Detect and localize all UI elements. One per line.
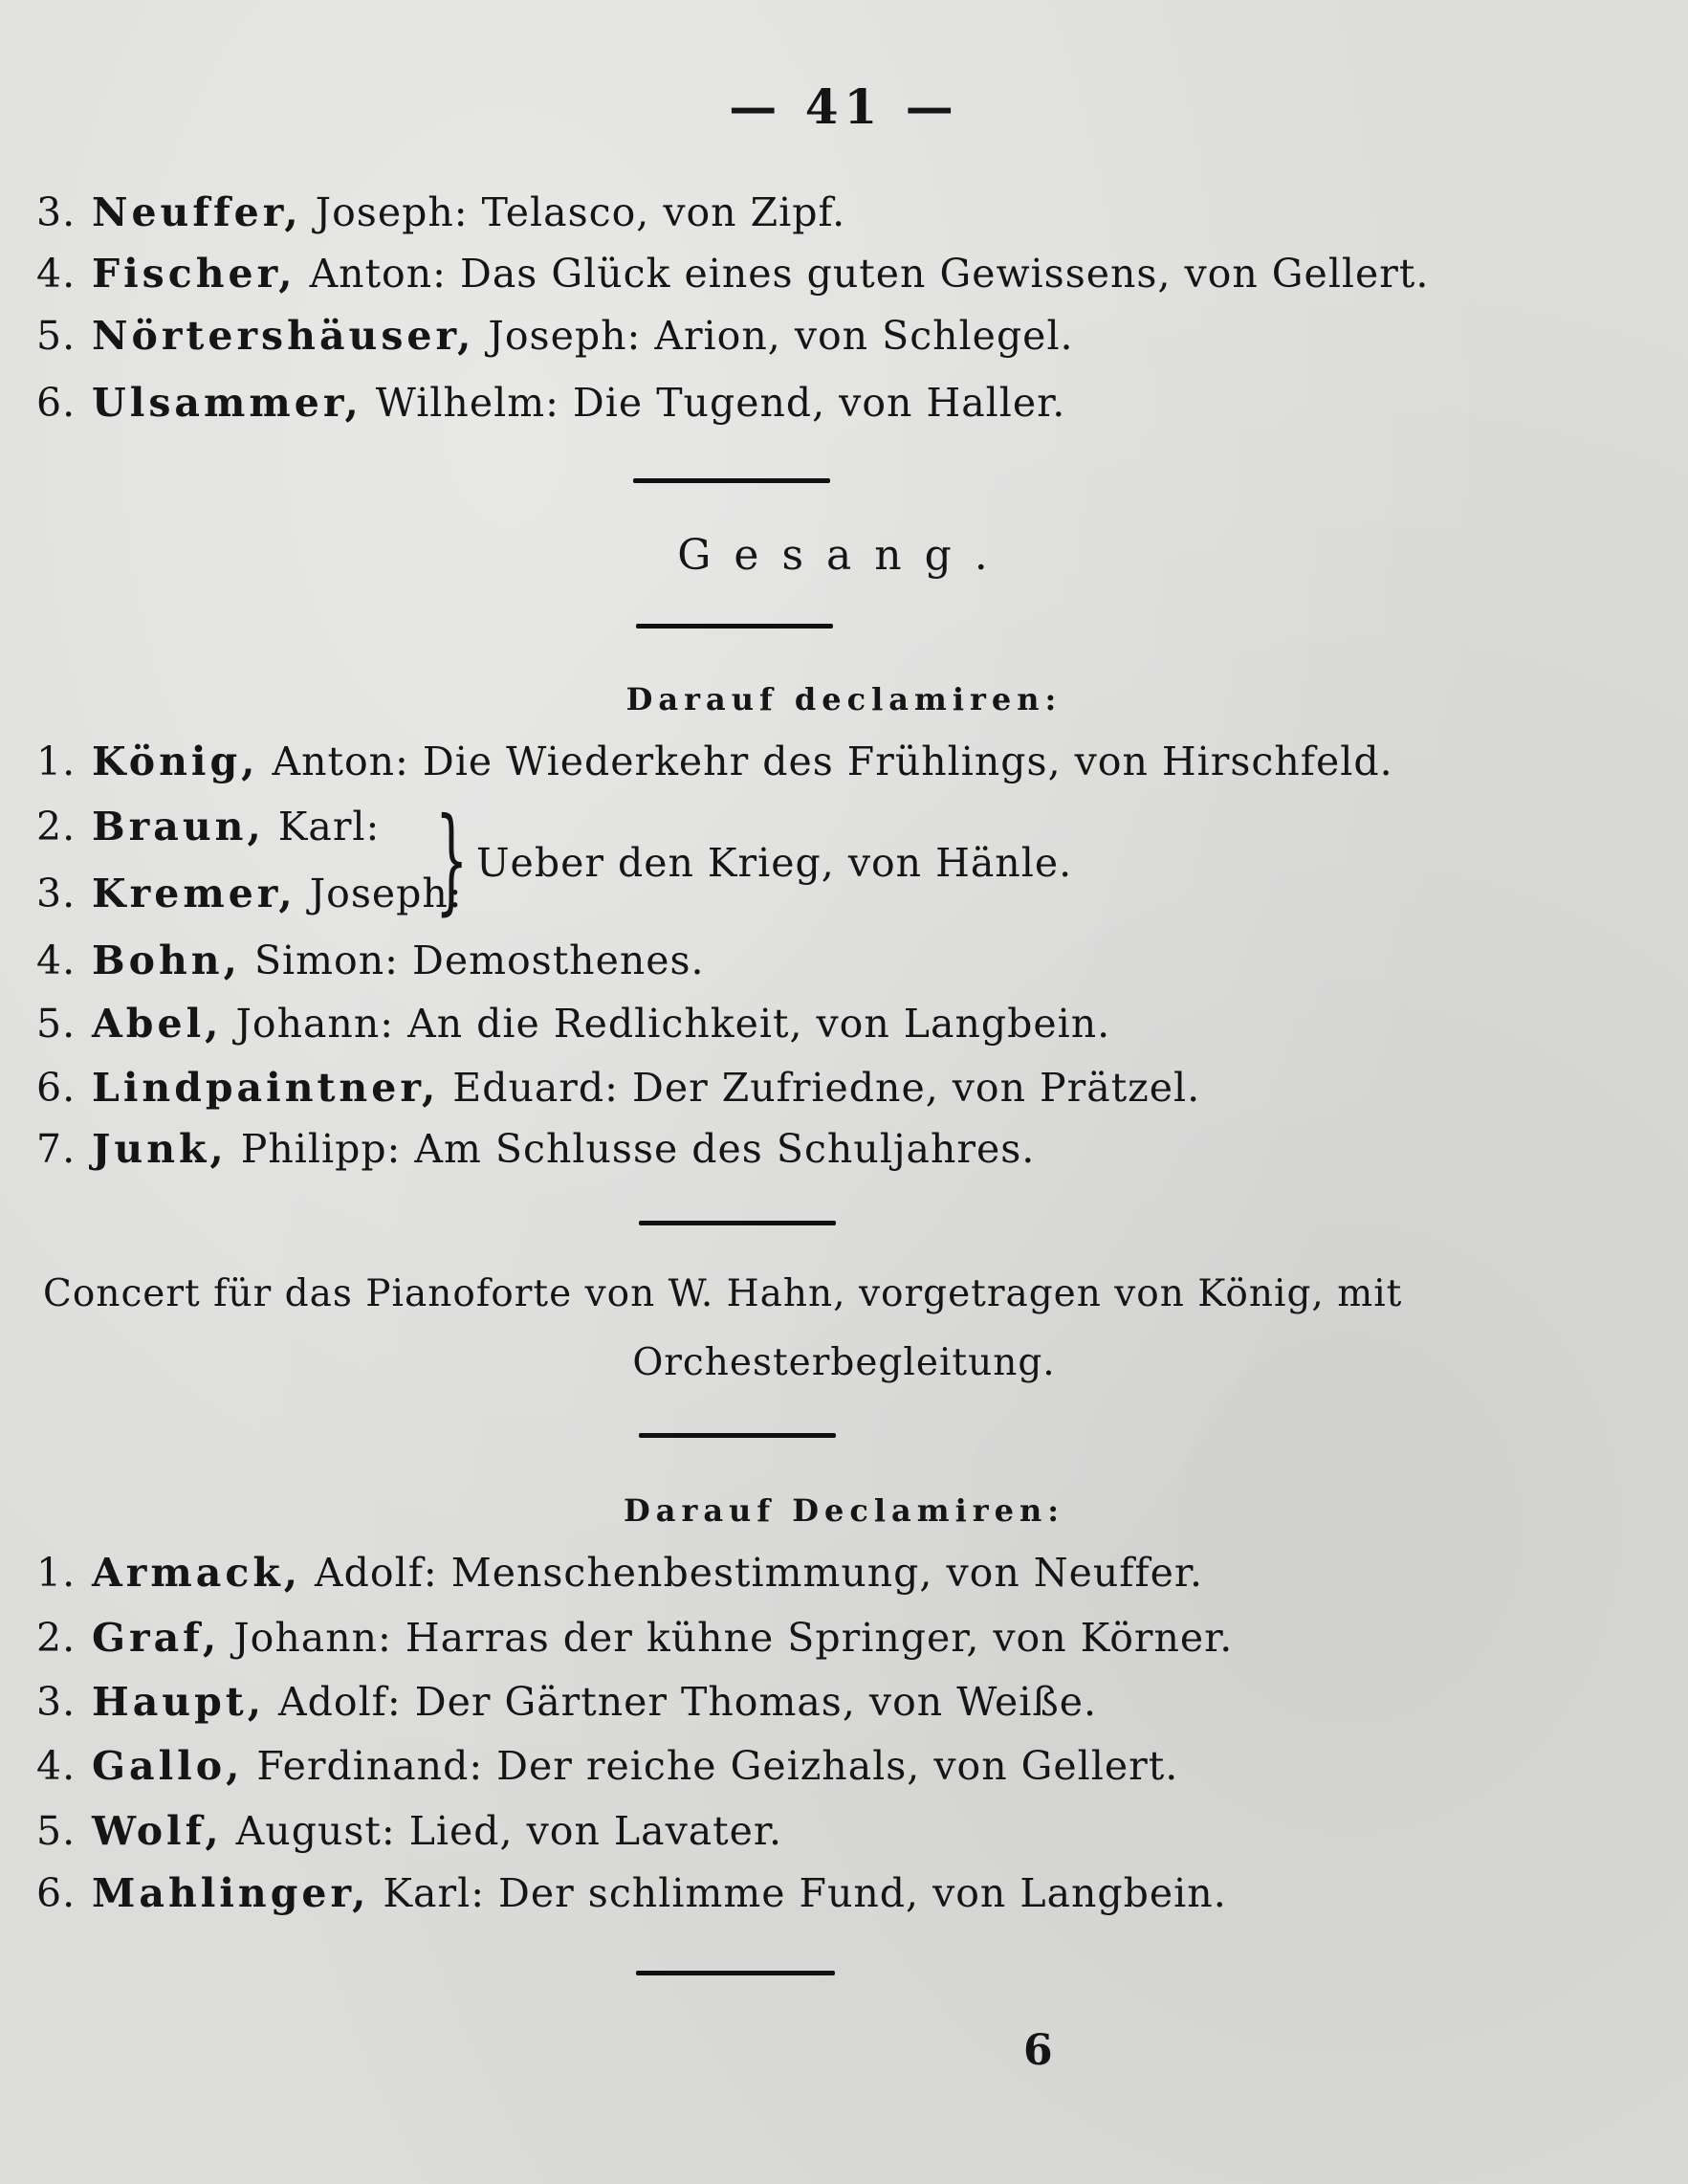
item-text: August: Lied, von Lavater. xyxy=(222,1808,783,1854)
item-text: Johann: An die Redlichkeit, von Langbein. xyxy=(222,1001,1111,1047)
item-name: Bohn, xyxy=(92,938,241,983)
item-text: Anton: Die Wiederkehr des Frühlings, von Hirschfeld. xyxy=(258,739,1393,784)
divider xyxy=(636,1971,835,1975)
item-text: Adolf: Der Gärtner Thomas, von Weiße. xyxy=(265,1679,1098,1725)
list-item xyxy=(36,1550,1203,1596)
concert-line: Concert für das Pianoforte von W. Hahn, vorgetragen von König, mit xyxy=(43,1272,1403,1315)
item-number: 1. xyxy=(36,739,77,784)
item-number: 4. xyxy=(36,1743,77,1789)
item-text: Wilhelm: Die Tugend, von Haller. xyxy=(362,380,1066,426)
item-text: Adolf: Menschenbestimmung, von Neuffer. xyxy=(301,1550,1204,1596)
item-number: 2. xyxy=(36,1615,77,1661)
item-name: Haupt, xyxy=(92,1679,265,1725)
divider xyxy=(639,1433,836,1438)
item-name: Nörtershäuser, xyxy=(92,313,475,359)
list-item xyxy=(36,739,1393,784)
list-item xyxy=(36,1870,1227,1916)
item-name: Armack, xyxy=(92,1550,302,1596)
item-name: Braun, xyxy=(92,804,265,849)
item-number: 6. xyxy=(36,1870,77,1916)
item-text: Ferdinand: Der reiche Geizhals, von Gellert. xyxy=(243,1743,1179,1789)
page-number: — 41 — xyxy=(729,78,959,135)
divider xyxy=(633,478,830,483)
item-text: Eduard: Der Zufriedne, von Prätzel. xyxy=(439,1065,1201,1111)
list-item xyxy=(36,1615,1233,1661)
item-number: 1. xyxy=(36,1550,77,1596)
shared-piece-title: Ueber den Krieg, von Hänle. xyxy=(476,840,1073,886)
item-number: 5. xyxy=(36,1001,77,1047)
item-number: 4. xyxy=(36,938,77,983)
subheading: Darauf declamiren: xyxy=(625,681,1063,717)
item-number: 4. xyxy=(36,251,77,297)
list-item xyxy=(36,1679,1097,1725)
list-item xyxy=(36,313,1074,359)
item-number: 5. xyxy=(36,313,77,359)
item-number: 3. xyxy=(36,871,77,916)
item-text: Karl: xyxy=(264,804,381,849)
item-number: 2. xyxy=(36,804,77,849)
item-text: Anton: Das Glück eines guten Gewissens, von Gellert. xyxy=(296,251,1430,297)
item-number: 5. xyxy=(36,1808,77,1854)
item-name: Gallo, xyxy=(92,1743,244,1789)
list-item xyxy=(36,938,705,983)
item-name: Graf, xyxy=(92,1615,221,1661)
item-text: Johann: Harras der kühne Springer, von Körner. xyxy=(220,1615,1234,1661)
list-item xyxy=(36,1065,1200,1111)
item-name: Fischer, xyxy=(92,251,296,297)
section-heading-gesang: Gesang. xyxy=(677,531,1011,580)
list-item xyxy=(36,1001,1110,1047)
item-name: Kremer, xyxy=(92,871,296,916)
item-text: Joseph: xyxy=(296,871,463,916)
item-number: 6. xyxy=(36,1065,77,1111)
item-name: Mahlinger, xyxy=(92,1870,370,1916)
concert-line-continued: Orchesterbegleitung. xyxy=(632,1341,1056,1384)
list-item xyxy=(36,871,463,916)
list-item xyxy=(36,189,845,235)
item-name: Abel, xyxy=(92,1001,223,1047)
list-item xyxy=(36,804,380,849)
list-item xyxy=(36,1743,1178,1789)
item-number: 3. xyxy=(36,189,77,235)
item-name: Junk, xyxy=(92,1126,228,1172)
item-name: Lindpaintner, xyxy=(92,1065,440,1111)
item-text: Joseph: Arion, von Schlegel. xyxy=(474,313,1074,359)
item-text: Simon: Demosthenes. xyxy=(240,938,705,983)
item-name: Ulsammer, xyxy=(92,380,362,426)
list-item xyxy=(36,380,1065,426)
list-item xyxy=(36,1126,1035,1172)
item-text: Joseph: Telasco, von Zipf. xyxy=(301,189,846,235)
brace-bracket: } xyxy=(435,794,469,927)
item-text: Karl: Der schlimme Fund, von Langbein. xyxy=(369,1870,1227,1916)
item-name: Neuffer, xyxy=(92,189,302,235)
divider xyxy=(636,624,833,629)
item-text: Philipp: Am Schlusse des Schuljahres. xyxy=(227,1126,1036,1172)
item-name: König, xyxy=(92,739,259,784)
divider xyxy=(639,1221,836,1225)
item-number: 6. xyxy=(36,380,77,426)
item-number: 7. xyxy=(36,1126,77,1172)
subheading: Darauf Declamiren: xyxy=(623,1492,1065,1529)
signature-mark: 6 xyxy=(1023,2026,1053,2075)
item-number: 3. xyxy=(36,1679,77,1725)
list-item xyxy=(36,251,1429,297)
list-item xyxy=(36,1808,782,1854)
item-name: Wolf, xyxy=(92,1808,223,1854)
